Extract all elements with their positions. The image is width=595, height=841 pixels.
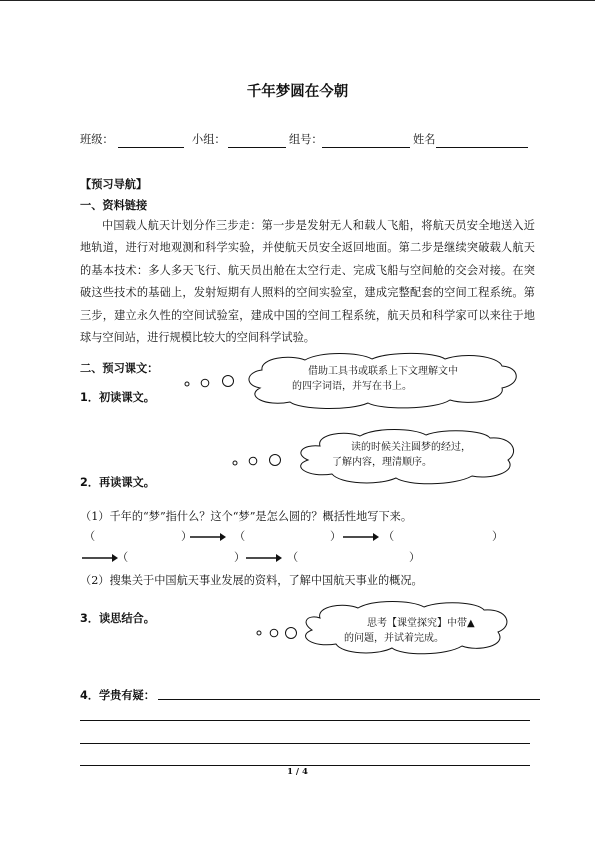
question-answer-line-3[interactable] [80,765,530,766]
group-no-field[interactable] [322,147,410,148]
cloud1-line2: 的四字词语，并写在书上。 [292,381,412,392]
flow-paren-open-2: （ [234,530,246,543]
item4-question-heading: 4．学贵有疑： [80,689,155,702]
top-border [0,0,595,1]
item3-read-think: 3．读思结合。 [80,612,155,625]
flow-paren-close-3: ） [492,530,504,543]
flow-paren-close-1: ） [181,530,193,543]
class-label: 班级： [80,133,114,146]
question-answer-line-1[interactable] [80,720,530,721]
arrow-4 [246,552,282,564]
section1-heading: 一、资料链接 [80,199,148,212]
preview-nav-heading: 【预习导航】 [80,178,148,191]
flow-paren-open-3: （ [383,530,395,543]
arrow-3 [82,552,118,564]
cloud1-line1: 借助工具书或联系上下文理解文中 [308,366,458,377]
flow-paren-open-1: （ [84,530,96,543]
item2-reread: 2．再读课文。 [80,476,155,489]
arrow-1 [190,531,226,543]
page-number: 1 / 4 [287,767,308,777]
question1: （1）千年的“梦”指什么？这个“梦”是怎么圆的？概括性地写下来。 [80,510,413,523]
question2: （2）搜集关于中国航天事业发展的资料，了解中国航天事业的概况。 [80,574,423,587]
question-answer-line-2[interactable] [80,743,530,744]
group-field[interactable] [228,147,286,148]
cloud2-line2: 了解内容，理清顺序。 [332,457,432,468]
arrow-2 [343,531,379,543]
reference-paragraph: 中国载人航天计划分作三步走：第一步是发射无人和载人飞船，将航天员安全地送入近地轨道，进行对地观测和科学实验，并使航天员安全返回地面。第二步是继续突破载人航天的基本技术：多人多天飞行、航天员出舱在太空行走、完成飞船与空间舱的交会对接。在突破这些技术的基础上，发射短期有人照料的空间实验室，建成完整配套的空间工程系统。第三步，建立永久性的空间试验室，建成中国的空间工程系统，航天员和科学家可以来往于地球与空间站，进行规模比较大的空间科学试验。 [80,219,535,345]
flow-paren-close-5: ） [409,551,421,564]
class-field[interactable] [118,147,184,148]
cloud2-line1: 读的时候关注圆梦的经过， [351,442,471,453]
cloud3-line1: 思考【课堂探究】中带▲ [367,618,475,629]
group-no-label: 组号： [289,133,323,146]
group-label: 小组： [192,133,226,146]
question-answer-line-0[interactable] [158,699,540,700]
flow-paren-open-5: （ [287,551,299,564]
flow-paren-close-2: ） [330,530,342,543]
flow-paren-open-4: （ [117,551,129,564]
name-label: 姓名 [413,133,436,146]
item1-first-read: 1．初读课文。 [80,391,155,404]
section2-heading: 二、预习课文： [80,362,159,375]
flow-paren-close-4: ） [234,551,246,564]
cloud3-line2: 的问题，并试着完成。 [344,633,444,644]
name-field[interactable] [436,147,528,148]
page-title: 千年梦圆在今朝 [246,84,349,100]
